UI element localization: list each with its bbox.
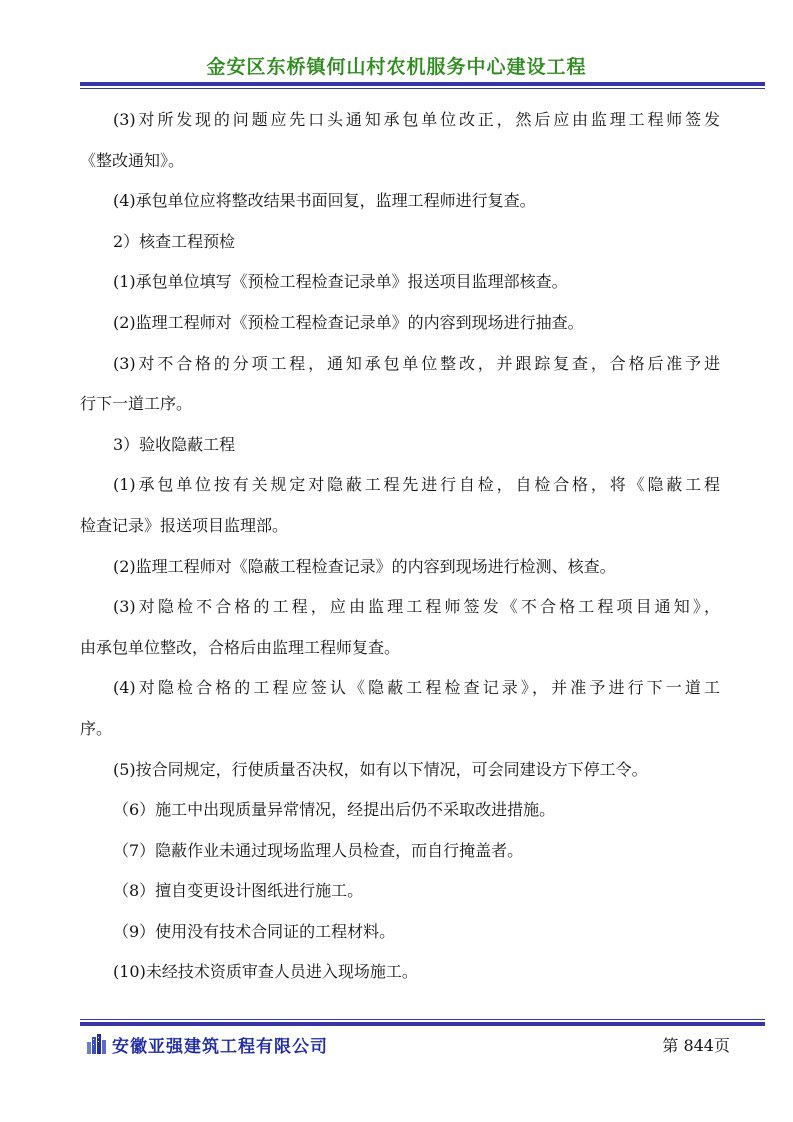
document-header-title: 金安区东桥镇何山村农机服务中心建设工程	[206, 56, 587, 78]
page-number: 第 844页	[662, 1036, 730, 1055]
body-line: 由承包单位整改，合格后由监理工程师复查。	[80, 637, 401, 657]
company-name: 安徽亚强建筑工程有限公司	[112, 1037, 328, 1057]
body-line: （9）使用没有技术合同证的工程材料。	[113, 921, 396, 941]
body-line: (3)对所发现的问题应先口头通知承包单位改正，然后应由监理工程师签发	[113, 110, 720, 129]
body-line: (4)对隐检合格的工程应签认《隐蔽工程检查记录》，并准予进行下一道工	[113, 678, 720, 698]
body-line: 《整改通知》。	[80, 150, 185, 170]
body-line: (2)监理工程师对《预检工程检查记录单》的内容到现场进行抽查。	[113, 312, 584, 332]
body-line: （8）擅自变更设计图纸进行施工。	[113, 881, 364, 901]
document-footer	[80, 1032, 730, 1058]
body-line: (10)未经技术资质审查人员进入现场施工。	[113, 962, 418, 982]
body-line: 序。	[80, 718, 113, 738]
body-line: 行下一道工序。	[80, 394, 193, 414]
building-logo-icon	[86, 1034, 108, 1054]
body-line: (5)按合同规定，行使质量否决权，如有以下情况，可会同建设方下停工令。	[113, 759, 648, 779]
footer-rule	[80, 1019, 765, 1026]
body-line: (4)承包单位应将整改结果书面回复，监理工程师进行复查。	[113, 191, 536, 211]
body-line: 检查记录》报送项目监理部。	[80, 515, 289, 535]
document-body	[80, 100, 720, 993]
body-line: 2）核查工程预检	[113, 231, 236, 251]
body-line: (3)对不合格的分项工程，通知承包单位整改，并跟踪复查，合格后准予进	[113, 353, 720, 373]
body-line: （7）隐蔽作业未通过现场监理人员检查，而自行掩盖者。	[113, 840, 524, 860]
body-line: (3)对隐检不合格的工程，应由监理工程师签发《不合格工程项目通知》，	[113, 597, 720, 617]
header-rule	[80, 82, 765, 89]
body-line: （6）施工中出现质量异常情况，经提出后仍不采取改进措施。	[113, 800, 556, 820]
body-line: 3）验收隐蔽工程	[113, 434, 236, 454]
body-line: (2)监理工程师对《隐蔽工程检查记录》的内容到现场进行检测、核查。	[113, 556, 616, 576]
body-line: (1)承包单位填写《预检工程检查记录单》报送项目监理部核查。	[113, 272, 568, 292]
body-line: (1)承包单位按有关规定对隐蔽工程先进行自检，自检合格，将《隐蔽工程	[113, 475, 720, 495]
